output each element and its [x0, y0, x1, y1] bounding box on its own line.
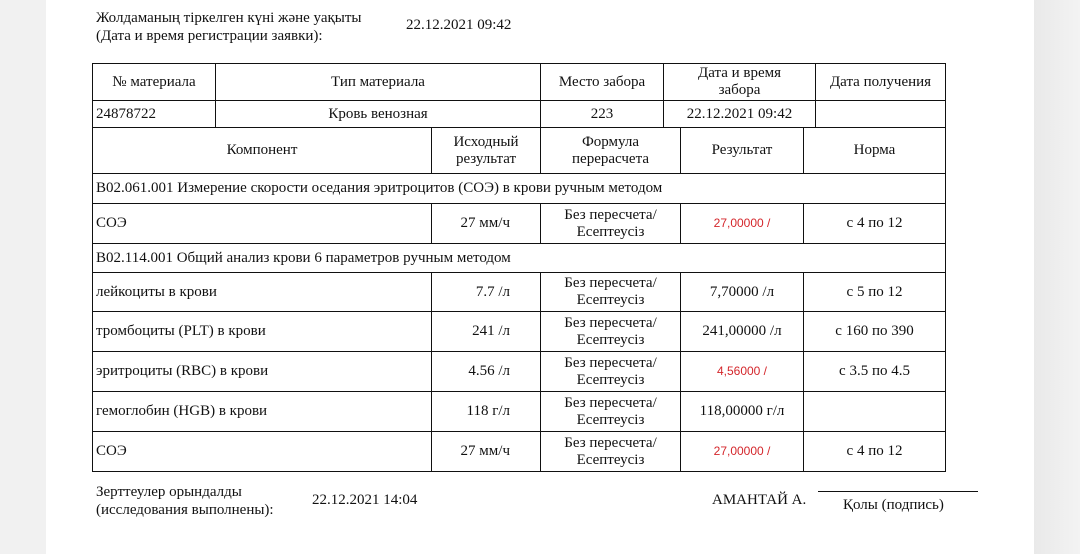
header-norm: Норма — [804, 128, 946, 174]
formula-line1: Без пересчета/ — [564, 275, 657, 291]
header-collection-place: Место забора — [541, 64, 664, 101]
results-table — [92, 63, 946, 472]
component-name: СОЭ — [93, 432, 432, 472]
header-received-date: Дата получения — [816, 64, 946, 101]
formula — [541, 352, 681, 392]
header-collection-datetime-line1: Дата и время — [697, 65, 782, 81]
registration-label-ru: (Дата и время регистрации заявки): — [96, 28, 323, 44]
formula — [541, 273, 681, 312]
formula-line1: Без пересчета/ — [564, 394, 657, 411]
formula-line2: Есептеусіз — [576, 371, 645, 388]
section-title: B02.061.001 Измерение скорости оседания эритроцитов (СОЭ) в крови ручным методом — [93, 174, 946, 204]
norm-range: с 3.5 по 4.5 — [804, 352, 946, 392]
result-value-flagged: 4,56000 / — [681, 352, 804, 392]
source-result: 4.56 /л — [432, 352, 541, 392]
header-formula-line2: перерасчета — [572, 150, 649, 167]
page-edge-shadow — [1034, 0, 1080, 554]
header-result: Результат — [681, 128, 804, 174]
formula-line1: Без пересчета/ — [564, 354, 657, 371]
signature-caption: Қолы (подпись) — [843, 497, 944, 513]
formula-line2: Есептеусіз — [576, 451, 645, 468]
header-source-result-line2: результат — [455, 150, 517, 167]
component-name: гемоглобин (HGB) в крови — [93, 392, 432, 432]
formula — [541, 392, 681, 432]
section-title: B02.114.001 Общий анализ крови 6 параметров ручным методом — [93, 244, 946, 273]
result-value-flagged: 27,00000 / — [681, 432, 804, 472]
source-result: 27 мм/ч — [432, 204, 541, 244]
registration-label-kz: Жолдаманың тіркелген күні және уақыты — [96, 10, 362, 26]
header-formula-line1: Формула — [581, 133, 640, 150]
results-header-row — [93, 128, 946, 174]
completed-label — [96, 483, 274, 519]
source-result: 241 /л — [432, 312, 541, 352]
result-value: 7,70000 /л — [681, 273, 804, 312]
received-date — [816, 101, 946, 128]
header-material-type: Тип материала — [216, 64, 541, 101]
section-row — [93, 244, 946, 273]
formula-line2: Есептеусіз — [576, 331, 645, 348]
completed-label-kz: Зерттеулер орындалды — [96, 484, 242, 500]
signature-line — [818, 491, 978, 492]
norm-range: с 5 по 12 — [804, 273, 946, 312]
collection-place: 223 — [541, 101, 664, 128]
formula-line2: Есептеусіз — [576, 411, 645, 428]
header-collection-datetime — [664, 64, 816, 101]
header-source-result-line1: Исходный — [453, 133, 519, 150]
norm-range: с 4 по 12 — [804, 204, 946, 244]
source-result: 27 мм/ч — [432, 432, 541, 472]
completed-label-ru: (исследования выполнены): — [96, 502, 274, 518]
performer-name: АМАНТАЙ А. — [712, 492, 807, 508]
header-source-result — [432, 128, 541, 174]
result-value: 241,00000 /л — [681, 312, 804, 352]
section-row — [93, 174, 946, 204]
formula — [541, 312, 681, 352]
result-value-flagged: 27,00000 / — [681, 204, 804, 244]
material-type: Кровь венозная — [216, 101, 541, 128]
header-component: Компонент — [93, 128, 432, 174]
material-row — [93, 101, 946, 128]
material-number: 24878722 — [93, 101, 216, 128]
formula — [541, 432, 681, 472]
norm-range — [804, 392, 946, 432]
table-row — [93, 273, 946, 312]
header-material-number: № материала — [93, 64, 216, 101]
source-result: 118 г/л — [432, 392, 541, 432]
formula — [541, 204, 681, 244]
source-result: 7.7 /л — [432, 273, 541, 312]
formula-line2: Есептеусіз — [576, 223, 645, 240]
component-name: эритроциты (RBC) в крови — [93, 352, 432, 392]
table-row — [93, 392, 946, 432]
material-header-row — [93, 64, 946, 101]
table-row — [93, 204, 946, 244]
formula-line1: Без пересчета/ — [564, 434, 657, 451]
component-name: тромбоциты (PLT) в крови — [93, 312, 432, 352]
result-value: 118,00000 г/л — [681, 392, 804, 432]
completed-datetime: 22.12.2021 14:04 — [312, 492, 418, 508]
formula-line2: Есептеусіз — [576, 292, 645, 308]
component-name: лейкоциты в крови — [93, 273, 432, 312]
component-name: СОЭ — [93, 204, 432, 244]
registration-datetime: 22.12.2021 09:42 — [406, 17, 512, 33]
collection-datetime: 22.12.2021 09:42 — [664, 101, 816, 128]
table-row — [93, 312, 946, 352]
formula-line1: Без пересчета/ — [564, 314, 657, 331]
table-row — [93, 352, 946, 392]
norm-range: с 4 по 12 — [804, 432, 946, 472]
header-formula — [541, 128, 681, 174]
formula-line1: Без пересчета/ — [564, 206, 657, 223]
registration-label — [96, 9, 362, 45]
header-collection-datetime-line2: забора — [718, 82, 761, 98]
table-row — [93, 432, 946, 472]
norm-range: с 160 по 390 — [804, 312, 946, 352]
